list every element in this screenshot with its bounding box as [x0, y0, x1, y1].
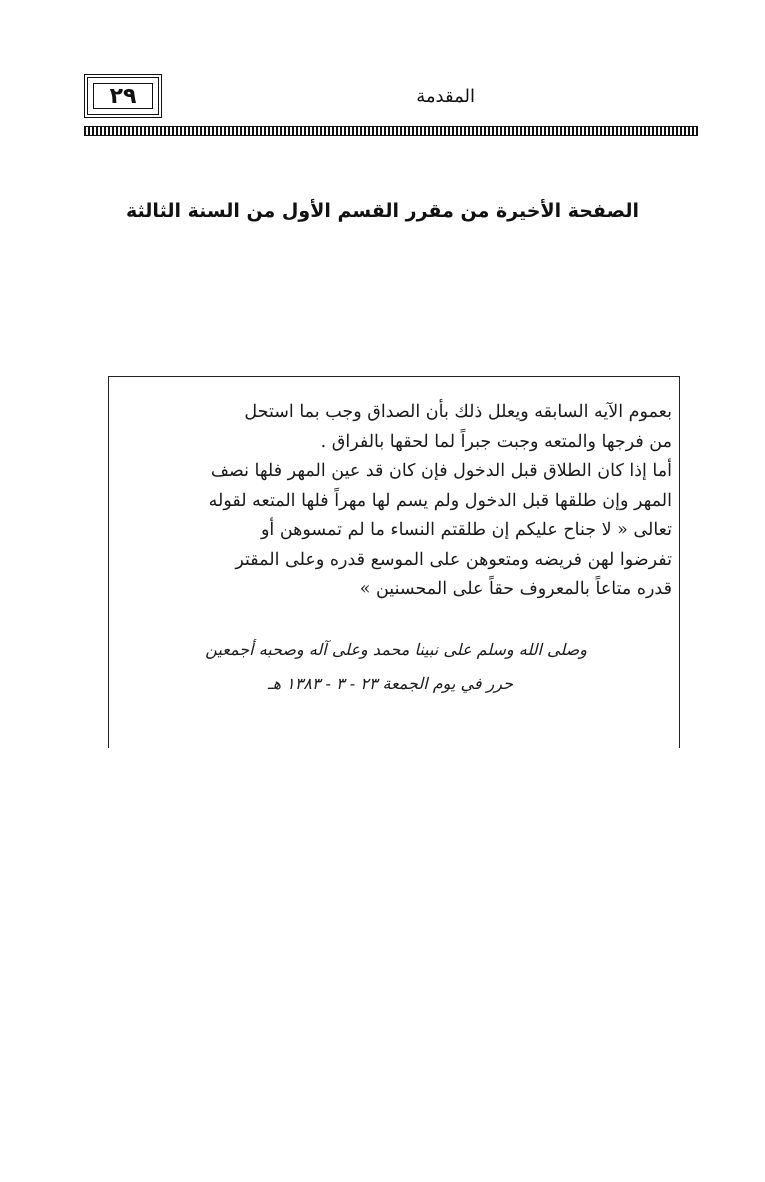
page-heading: الصفحة الأخيرة من مقرر القسم الأول من السنة الثالثة — [126, 200, 639, 222]
manuscript-line: من فرجها والمتعه وجبت جبراً لما لحقها بالفراق . — [320, 431, 672, 452]
manuscript-line: المهر وإن طلقها قبل الدخول ولم يسم لها مهراً فلها المتعه لقوله — [208, 490, 672, 511]
running-header-title: المقدمة — [416, 86, 475, 107]
manuscript-body — [112, 398, 672, 605]
manuscript-line: تفرضوا لهن فريضه ومتعوهن على الموسع قدره وعلى المقتر — [235, 549, 672, 570]
date-line: حرر في يوم الجمعة ٢٣ - ٣ - ١٣٨٣ هـ — [267, 674, 513, 693]
page-number-box — [84, 74, 162, 118]
page-number: ٢٩ — [109, 83, 137, 109]
closing-prayer: وصلى الله وسلم على نبينا محمد وعلى آله وصحبه أجمعين — [205, 640, 587, 659]
manuscript-line: تعالى « لا جناح عليكم إن طلقتم النساء ما لم تمسوهن أو — [260, 520, 672, 540]
manuscript-line: بعموم الآيه السابقه ويعلل ذلك بأن الصداق وجب بما استحل — [244, 402, 672, 422]
manuscript-line: قدره متاعاً بالمعروف حقاً على المحسنين » — [359, 579, 672, 599]
ornamental-divider — [84, 126, 698, 136]
manuscript-line: أما إذا كان الطلاق قبل الدخول فإن كان قد عين المهر فلها نصف — [210, 461, 672, 481]
